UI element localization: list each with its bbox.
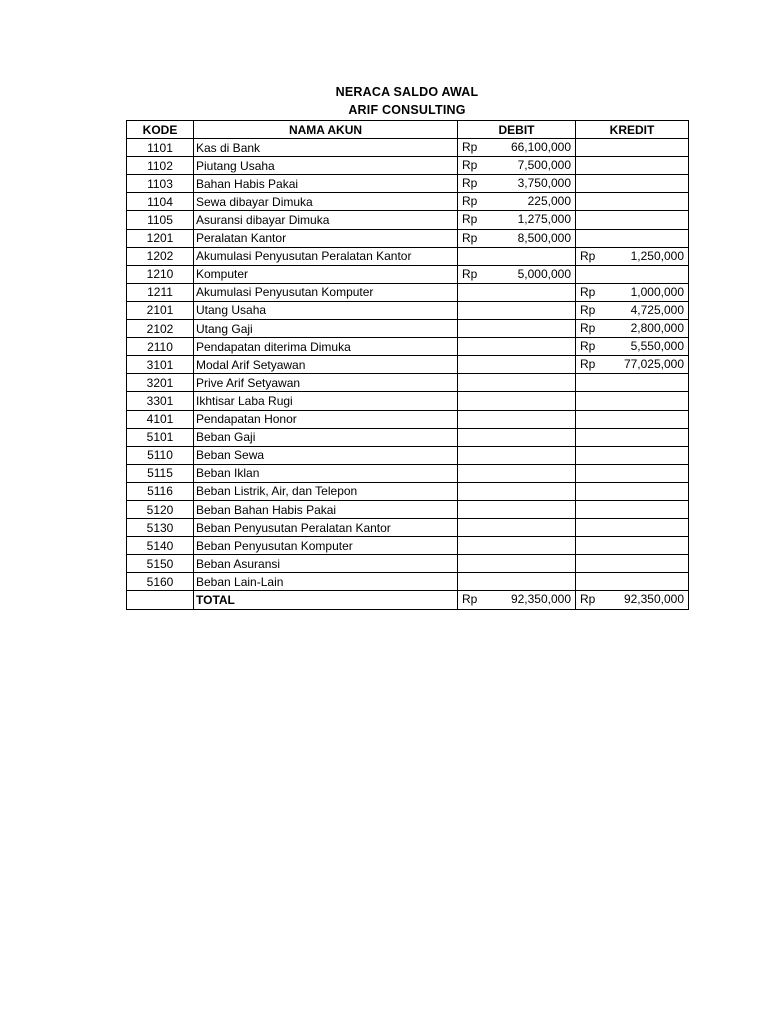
- table-row: [127, 229, 689, 247]
- amount-value: 3,750,000: [517, 176, 571, 191]
- account-code: 5130: [127, 519, 194, 537]
- currency-label: Rp: [580, 357, 596, 372]
- kredit-cell: [576, 374, 689, 392]
- account-name: Beban Listrik, Air, dan Telepon: [194, 482, 458, 500]
- table-row: [127, 500, 689, 518]
- account-code: 2101: [127, 301, 194, 319]
- account-code: 3301: [127, 392, 194, 410]
- account-code: 2110: [127, 338, 194, 356]
- kredit-cell: [576, 573, 689, 591]
- kredit-cell: [576, 320, 689, 338]
- kredit-cell: [576, 211, 689, 229]
- kredit-cell: [576, 175, 689, 193]
- debit-cell: [458, 175, 576, 193]
- account-code: 5115: [127, 464, 194, 482]
- debit-cell: [458, 500, 576, 518]
- account-code: 5116: [127, 482, 194, 500]
- account-name: Piutang Usaha: [194, 157, 458, 175]
- debit-cell: [458, 555, 576, 573]
- debit-cell: [458, 139, 576, 157]
- currency-label: Rp: [462, 158, 478, 173]
- account-name: Beban Iklan: [194, 464, 458, 482]
- currency-label: Rp: [462, 176, 478, 191]
- debit-cell: [458, 446, 576, 464]
- table-row: [127, 537, 689, 555]
- table-row: [127, 392, 689, 410]
- kredit-cell: [576, 428, 689, 446]
- amount-value: 225,000: [527, 194, 571, 209]
- kredit-cell: [576, 482, 689, 500]
- table-row: [127, 464, 689, 482]
- table-row: [127, 265, 689, 283]
- account-code: 5150: [127, 555, 194, 573]
- table-row: [127, 356, 689, 374]
- header-kode: KODE: [127, 121, 194, 139]
- kredit-cell: [576, 229, 689, 247]
- kredit-cell: [576, 392, 689, 410]
- debit-cell: [458, 338, 576, 356]
- account-code: 1103: [127, 175, 194, 193]
- kredit-cell: [576, 591, 689, 609]
- table-row: [127, 175, 689, 193]
- debit-cell: [458, 410, 576, 428]
- account-name: Peralatan Kantor: [194, 229, 458, 247]
- account-code: 1211: [127, 283, 194, 301]
- account-code: 3101: [127, 356, 194, 374]
- debit-cell: [458, 464, 576, 482]
- table-row: [127, 446, 689, 464]
- account-name: Komputer: [194, 265, 458, 283]
- account-code: 1105: [127, 211, 194, 229]
- table-row: [127, 283, 689, 301]
- currency-label: Rp: [580, 302, 596, 317]
- amount-value: 77,025,000: [623, 357, 684, 372]
- kredit-cell: [576, 555, 689, 573]
- kredit-cell: [576, 410, 689, 428]
- account-name: Beban Penyusutan Peralatan Kantor: [194, 519, 458, 537]
- table-row: [127, 374, 689, 392]
- currency-label: Rp: [580, 339, 596, 354]
- debit-cell: [458, 283, 576, 301]
- account-code: 5120: [127, 500, 194, 518]
- table-row: [127, 211, 689, 229]
- amount-value: 1,275,000: [517, 212, 571, 227]
- account-code: 1104: [127, 193, 194, 211]
- account-name: Pendapatan diterima Dimuka: [194, 338, 458, 356]
- debit-cell: [458, 374, 576, 392]
- currency-label: Rp: [580, 248, 596, 263]
- kredit-cell: [576, 500, 689, 518]
- debit-cell: [458, 537, 576, 555]
- kredit-cell: [576, 338, 689, 356]
- currency-label: Rp: [580, 592, 596, 607]
- debit-cell: [458, 428, 576, 446]
- account-name: Akumulasi Penyusutan Peralatan Kantor: [194, 247, 458, 265]
- account-name: Sewa dibayar Dimuka: [194, 193, 458, 211]
- currency-label: Rp: [462, 592, 478, 607]
- table-row: [127, 157, 689, 175]
- account-code: 1101: [127, 139, 194, 157]
- amount-value: 4,725,000: [630, 302, 684, 317]
- amount-value: 66,100,000: [510, 140, 571, 155]
- account-name: Beban Gaji: [194, 428, 458, 446]
- amount-value: 5,000,000: [517, 266, 571, 281]
- page-title: NERACA SALDO AWAL: [335, 85, 479, 99]
- total-row: [127, 591, 689, 609]
- table-row: [127, 410, 689, 428]
- header-nama-akun: NAMA AKUN: [194, 121, 458, 139]
- kredit-cell: [576, 283, 689, 301]
- account-code: 4101: [127, 410, 194, 428]
- table-row: [127, 482, 689, 500]
- table-row: [127, 139, 689, 157]
- table-row: [127, 320, 689, 338]
- currency-label: Rp: [462, 140, 478, 155]
- account-code: 1202: [127, 247, 194, 265]
- account-name: Modal Arif Setyawan: [194, 356, 458, 374]
- debit-cell: [458, 392, 576, 410]
- debit-cell: [458, 591, 576, 609]
- debit-cell: [458, 519, 576, 537]
- account-name: Beban Lain-Lain: [194, 573, 458, 591]
- account-name: Akumulasi Penyusutan Komputer: [194, 283, 458, 301]
- account-code: 2102: [127, 320, 194, 338]
- kredit-cell: [576, 247, 689, 265]
- amount-value: 5,550,000: [630, 339, 684, 354]
- kredit-cell: [576, 537, 689, 555]
- header-kredit: KREDIT: [576, 121, 689, 139]
- debit-cell: [458, 356, 576, 374]
- debit-cell: [458, 265, 576, 283]
- kredit-cell: [576, 157, 689, 175]
- amount-value: 1,250,000: [630, 248, 684, 263]
- debit-cell: [458, 573, 576, 591]
- account-name: Beban Asuransi: [194, 555, 458, 573]
- kredit-cell: [576, 139, 689, 157]
- account-name: TOTAL: [194, 591, 458, 609]
- kredit-cell: [576, 301, 689, 319]
- account-name: Bahan Habis Pakai: [194, 175, 458, 193]
- account-code: 1201: [127, 229, 194, 247]
- kredit-cell: [576, 519, 689, 537]
- kredit-cell: [576, 193, 689, 211]
- account-name: Beban Penyusutan Komputer: [194, 537, 458, 555]
- table-row: [127, 338, 689, 356]
- account-name: Pendapatan Honor: [194, 410, 458, 428]
- table-row: [127, 247, 689, 265]
- currency-label: Rp: [462, 212, 478, 227]
- debit-cell: [458, 193, 576, 211]
- account-name: Beban Sewa: [194, 446, 458, 464]
- account-code: 5101: [127, 428, 194, 446]
- account-code: 5110: [127, 446, 194, 464]
- debit-cell: [458, 301, 576, 319]
- currency-label: Rp: [580, 321, 596, 336]
- debit-cell: [458, 482, 576, 500]
- kredit-cell: [576, 464, 689, 482]
- account-code: 3201: [127, 374, 194, 392]
- table-row: [127, 555, 689, 573]
- currency-label: Rp: [580, 284, 596, 299]
- currency-label: Rp: [462, 266, 478, 281]
- header-debit: DEBIT: [458, 121, 576, 139]
- debit-cell: [458, 320, 576, 338]
- currency-label: Rp: [462, 194, 478, 209]
- account-code: 5160: [127, 573, 194, 591]
- kredit-cell: [576, 446, 689, 464]
- account-name: Asuransi dibayar Dimuka: [194, 211, 458, 229]
- trial-balance-table: [126, 120, 689, 610]
- table-row: [127, 428, 689, 446]
- account-name: Utang Gaji: [194, 320, 458, 338]
- debit-cell: [458, 229, 576, 247]
- currency-label: Rp: [462, 230, 478, 245]
- amount-value: 1,000,000: [630, 284, 684, 299]
- account-name: Prive Arif Setyawan: [194, 374, 458, 392]
- header-row: [127, 121, 689, 139]
- account-code: [127, 591, 194, 609]
- table-row: [127, 193, 689, 211]
- account-name: Beban Bahan Habis Pakai: [194, 500, 458, 518]
- account-code: 5140: [127, 537, 194, 555]
- amount-value: 8,500,000: [517, 230, 571, 245]
- debit-cell: [458, 211, 576, 229]
- debit-cell: [458, 157, 576, 175]
- table-row: [127, 301, 689, 319]
- company-name: ARIF CONSULTING: [348, 103, 466, 117]
- amount-value: 92,350,000: [623, 592, 684, 607]
- kredit-cell: [576, 265, 689, 283]
- kredit-cell: [576, 356, 689, 374]
- account-code: 1210: [127, 265, 194, 283]
- account-name: Ikhtisar Laba Rugi: [194, 392, 458, 410]
- account-name: Kas di Bank: [194, 139, 458, 157]
- account-name: Utang Usaha: [194, 301, 458, 319]
- debit-cell: [458, 247, 576, 265]
- account-code: 1102: [127, 157, 194, 175]
- table-row: [127, 573, 689, 591]
- amount-value: 2,800,000: [630, 321, 684, 336]
- table-row: [127, 519, 689, 537]
- amount-value: 92,350,000: [510, 592, 571, 607]
- amount-value: 7,500,000: [517, 158, 571, 173]
